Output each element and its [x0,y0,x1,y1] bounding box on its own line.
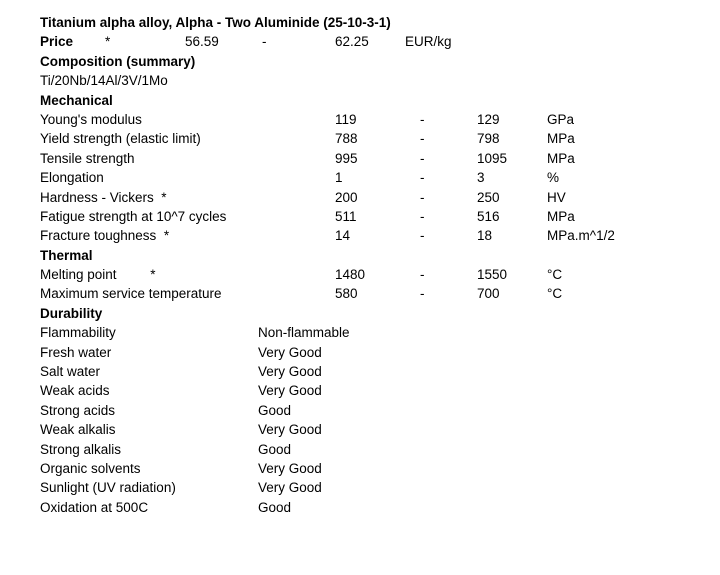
property-name: Fresh water [40,344,112,360]
property-name: Sunlight (UV radiation) [40,480,176,496]
row-elongation [40,168,710,187]
property-min: 14 [335,228,351,244]
row-weak-alkalis [40,420,710,439]
property-unit: MPa.m^1/2 [547,228,615,244]
property-name: Elongation [40,170,104,186]
row-sunlight-uv [40,478,710,497]
property-max: 18 [477,228,493,244]
property-name: Weak acids [40,383,110,399]
range-dash: - [420,189,425,205]
property-unit: °C [547,267,563,283]
property-unit: MPa [547,131,575,147]
property-min: 788 [335,131,358,147]
property-max: 3 [477,170,485,186]
property-unit: MPa [547,150,575,166]
property-name: Strong acids [40,402,116,418]
row-strong-alkalis [40,440,710,459]
range-dash: - [420,170,425,186]
row-youngs-modulus [40,110,710,129]
property-name: Salt water [40,364,101,380]
property-max: 250 [477,189,500,205]
row-max-service-temperature [40,284,710,303]
property-min: 580 [335,286,358,302]
property-name: Young's modulus [40,111,142,127]
section-heading-mechanical: Mechanical [40,92,113,108]
property-unit: % [547,170,560,186]
row-strong-acids [40,401,710,420]
price-max-value: 62.25 [335,34,369,50]
property-rating: Very Good [258,364,322,380]
row-fresh-water [40,343,710,362]
row-salt-water [40,362,710,381]
property-name: Strong alkalis [40,441,122,457]
property-rating: Very Good [258,460,322,476]
price-unit: EUR/kg [405,34,452,50]
property-max: 516 [477,208,500,224]
property-name: Flammability [40,325,116,341]
property-max: 1095 [477,150,508,166]
property-name: Fatigue strength at 10^7 cycles [40,208,227,224]
property-max: 700 [477,286,500,302]
row-organic-solvents [40,459,710,478]
section-heading-thermal: Thermal [40,247,93,263]
property-rating: Good [258,402,292,418]
range-dash: - [420,267,425,283]
property-name: Hardness - Vickers * [40,189,167,205]
row-weak-acids [40,381,710,400]
property-unit: GPa [547,111,575,127]
range-dash: - [420,286,425,302]
property-min: 995 [335,150,358,166]
price-min-value: 56.59 [185,34,219,50]
property-rating: Very Good [258,480,322,496]
property-min: 1 [335,170,343,186]
property-rating: Very Good [258,344,322,360]
property-name: Fracture toughness * [40,228,170,244]
property-rating: Good [258,499,292,515]
row-tensile-strength [40,149,710,168]
row-fracture-toughness [40,226,710,245]
property-rating: Good [258,441,292,457]
property-unit: HV [547,189,566,205]
price-row [40,32,710,51]
composition-value: Ti/20Nb/14Al/3V/1Mo [40,73,168,89]
range-dash: - [420,208,425,224]
row-oxidation-500c [40,498,710,517]
row-flammability [40,323,710,342]
property-unit: MPa [547,208,575,224]
price-label: Price [40,34,74,50]
property-name: Organic solvents [40,460,141,476]
material-datasheet [40,13,710,517]
property-max: 129 [477,111,500,127]
property-name: Weak alkalis [40,422,116,438]
row-fatigue-strength [40,207,710,226]
section-heading-composition: Composition (summary) [40,53,196,69]
section-heading-durability: Durability [40,305,103,321]
property-name: Tensile strength [40,150,135,166]
range-dash: - [420,111,425,127]
property-rating: Non-flammable [258,325,350,341]
price-footnote-asterisk: * [105,34,111,50]
property-name: Melting point * [40,267,156,283]
property-rating: Very Good [258,422,322,438]
property-rating: Very Good [258,383,322,399]
range-dash: - [420,150,425,166]
property-name: Maximum service temperature [40,286,222,302]
property-min: 119 [335,111,357,127]
page-title: Titanium alpha alloy, Alpha - Two Aluminide (25-10-3-1) [40,15,391,30]
range-dash: - [420,228,425,244]
property-max: 798 [477,131,500,147]
row-yield-strength [40,129,710,148]
property-name: Yield strength (elastic limit) [40,131,201,147]
property-min: 511 [335,208,357,224]
price-range-dash: - [262,34,267,50]
property-min: 200 [335,189,358,205]
range-dash: - [420,131,425,147]
row-hardness-vickers [40,188,710,207]
property-min: 1480 [335,267,366,283]
property-name: Oxidation at 500C [40,499,149,515]
row-melting-point [40,265,710,284]
property-max: 1550 [477,267,508,283]
property-unit: °C [547,286,563,302]
